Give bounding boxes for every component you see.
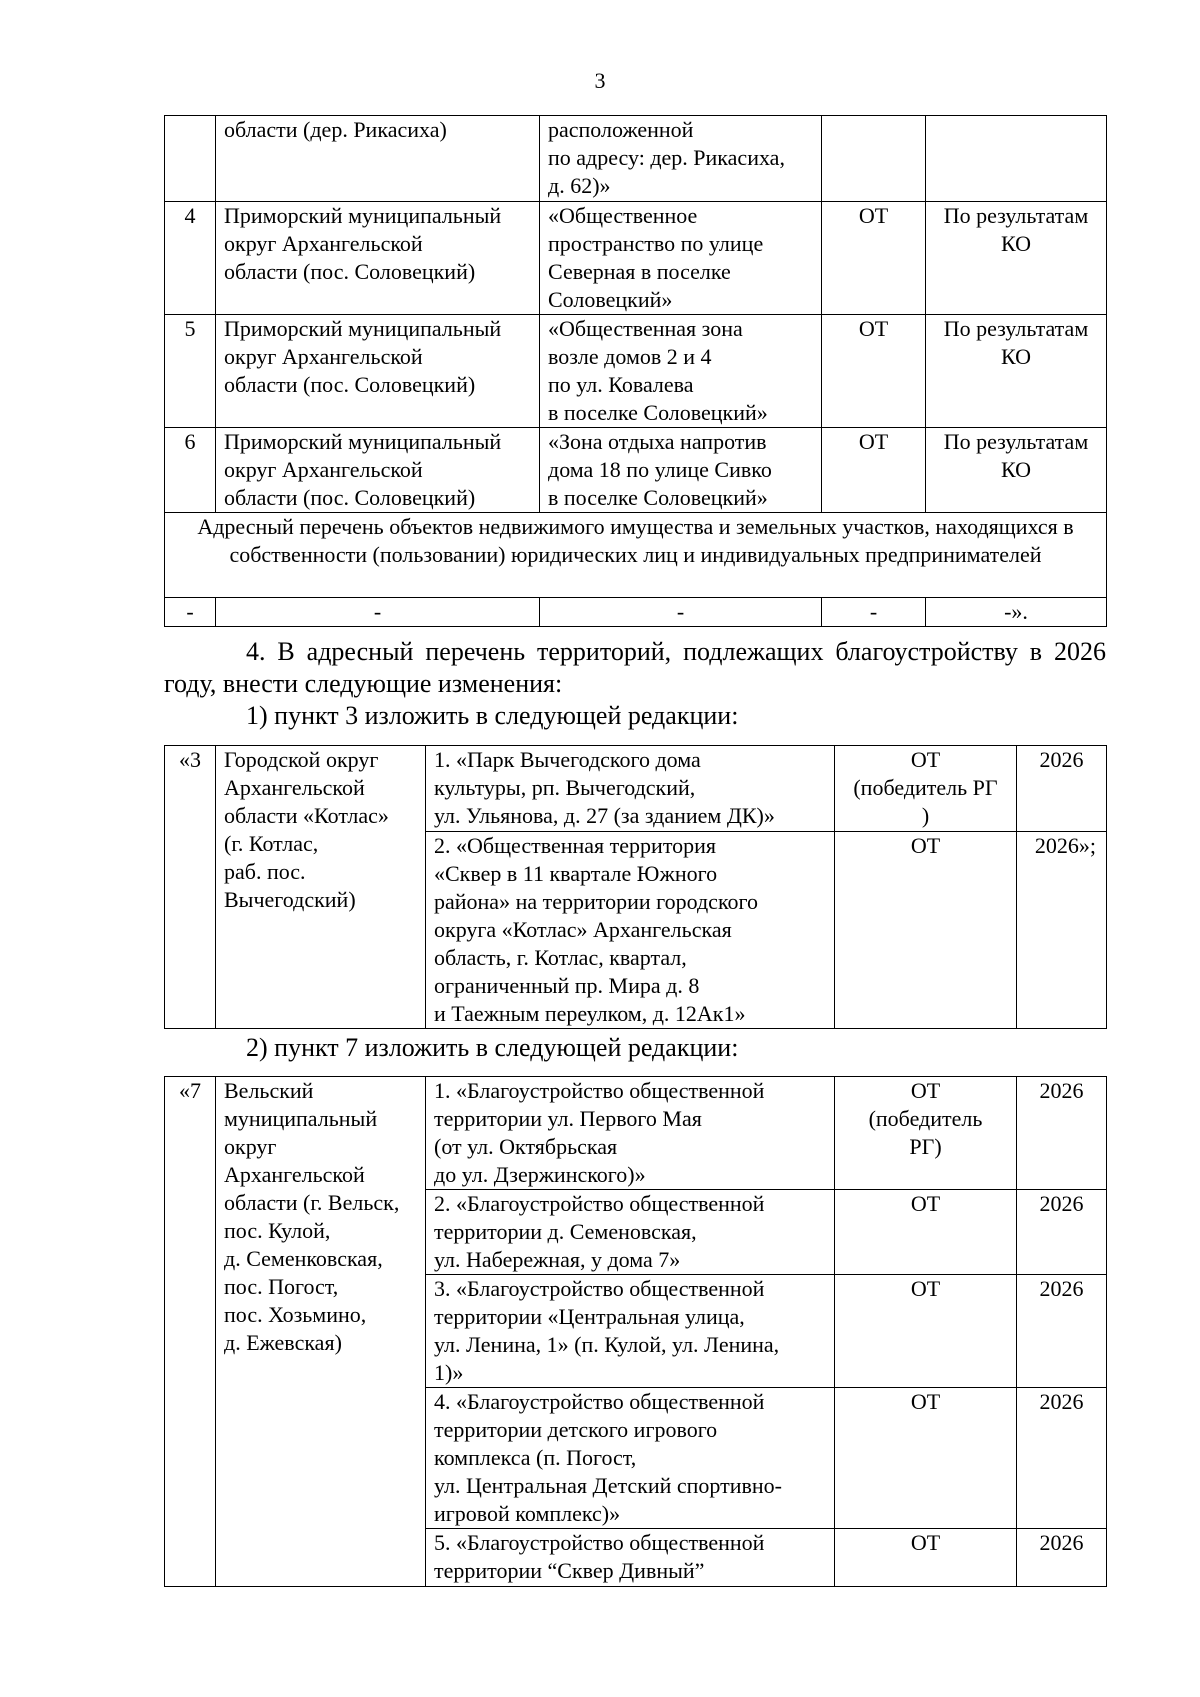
term-cell	[926, 116, 1107, 202]
year-cell: 2026»;	[1017, 832, 1107, 1029]
paragraph-4: 4. В адресный перечень территорий, подлежащих благоустройству в 2026 году, внести следующие изменения:	[164, 637, 1106, 698]
type-cell: ОТ	[835, 1275, 1017, 1388]
dash-row	[165, 598, 1107, 627]
table-row	[165, 315, 1107, 428]
object-cell: «Зона отдыха напротив дома 18 по улице Сивко в поселке Соловецкий»	[540, 428, 822, 513]
object-cell: 5. «Благоустройство общественной территории “Сквер Дивный”	[426, 1529, 835, 1587]
table-row	[165, 1077, 1107, 1190]
type-cell	[822, 116, 926, 202]
term-cell: По результатам КО	[926, 428, 1107, 513]
municipality-cell: Приморский муниципальный округ Архангельской области (пос. Соловецкий)	[216, 202, 540, 315]
paragraph-item-2: 2) пункт 7 изложить в следующей редакции:	[246, 1033, 739, 1062]
type-cell: ОТ	[822, 202, 926, 315]
year-cell: 2026	[1017, 1190, 1107, 1275]
table-row	[165, 428, 1107, 513]
type-cell: ОТ (победитель РГ )	[835, 746, 1017, 832]
type-cell: ОТ	[835, 1529, 1017, 1587]
row-number: 5	[165, 315, 216, 428]
type-cell: ОТ (победитель РГ)	[835, 1077, 1017, 1190]
row-number: 6	[165, 428, 216, 513]
table-row	[165, 116, 1107, 202]
row-number	[165, 116, 216, 202]
section-header-row	[165, 513, 1107, 598]
type-cell: ОТ	[835, 832, 1017, 1029]
object-cell: «Общественная зона возле домов 2 и 4 по ул. Ковалева в поселке Соловецкий»	[540, 315, 822, 428]
item-number: «7	[165, 1077, 216, 1587]
item-number: «3	[165, 746, 216, 1029]
year-cell: 2026	[1017, 1275, 1107, 1388]
year-cell: 2026	[1017, 746, 1107, 832]
object-cell: 4. «Благоустройство общественной территории детского игрового комплекса (п. Погост, ул. Центральная Детский спортивно- игровой комплекс)»	[426, 1388, 835, 1529]
term-cell: По результатам КО	[926, 315, 1107, 428]
objects-table-continued	[164, 115, 1107, 627]
object-cell: расположенной по адресу: дер. Рикасиха, д. 62)»	[540, 116, 822, 202]
item-7-table	[164, 1076, 1107, 1587]
municipality-cell: Городской округ Архангельской области «Котлас» (г. Котлас, раб. пос. Вычегодский)	[216, 746, 426, 1029]
object-cell: 3. «Благоустройство общественной территории «Центральная улица, ул. Ленина, 1» (п. Кулой, ул. Ленина, 1)»	[426, 1275, 835, 1388]
municipality-cell: Вельский муниципальный округ Архангельской области (г. Вельск, пос. Кулой, д. Семенковская, пос. Погост, пос. Хозьмино, д. Ежевская)	[216, 1077, 426, 1587]
dash-cell: -	[540, 598, 822, 627]
municipality-cell: Приморский муниципальный округ Архангельской области (пос. Соловецкий)	[216, 315, 540, 428]
year-cell: 2026	[1017, 1529, 1107, 1587]
object-cell: 2. «Благоустройство общественной территории д. Семеновская, ул. Набережная, у дома 7»	[426, 1190, 835, 1275]
paragraph-item-1: 1) пункт 3 изложить в следующей редакции:	[246, 701, 739, 730]
section-header: Адресный перечень объектов недвижимого имущества и земельных участков, находящихся в собственности (пользовании) юридических лиц и индивидуальных предпринимателей	[165, 513, 1107, 598]
table-row	[165, 202, 1107, 315]
object-cell: 2. «Общественная территория «Сквер в 11 квартале Южного района» на территории городского округа «Котлас» Архангельская область, г. Котлас, квартал, ограниченный пр. Мира д. 8 и Таежным переулком, д. 12Ак1»	[426, 832, 835, 1029]
dash-cell: -	[216, 598, 540, 627]
page-number: 3	[594, 68, 606, 93]
dash-cell: -	[165, 598, 216, 627]
item-3-table	[164, 745, 1107, 1029]
municipality-cell: Приморский муниципальный округ Архангельской области (пос. Соловецкий)	[216, 428, 540, 513]
object-cell: 1. «Парк Вычегодского дома культуры, рп. Вычегодский, ул. Ульянова, д. 27 (за зданием ДК)»	[426, 746, 835, 832]
type-cell: ОТ	[835, 1388, 1017, 1529]
type-cell: ОТ	[822, 315, 926, 428]
row-number: 4	[165, 202, 216, 315]
object-cell: «Общественное пространство по улице Северная в поселке Соловецкий»	[540, 202, 822, 315]
type-cell: ОТ	[835, 1190, 1017, 1275]
year-cell: 2026	[1017, 1077, 1107, 1190]
term-cell: По результатам КО	[926, 202, 1107, 315]
dash-cell: -».	[926, 598, 1107, 627]
municipality-cell: области (дер. Рикасиха)	[216, 116, 540, 202]
dash-cell: -	[822, 598, 926, 627]
type-cell: ОТ	[822, 428, 926, 513]
object-cell: 1. «Благоустройство общественной территории ул. Первого Мая (от ул. Октябрьская до ул. Дзержинского)»	[426, 1077, 835, 1190]
year-cell: 2026	[1017, 1388, 1107, 1529]
table-row	[165, 746, 1107, 832]
